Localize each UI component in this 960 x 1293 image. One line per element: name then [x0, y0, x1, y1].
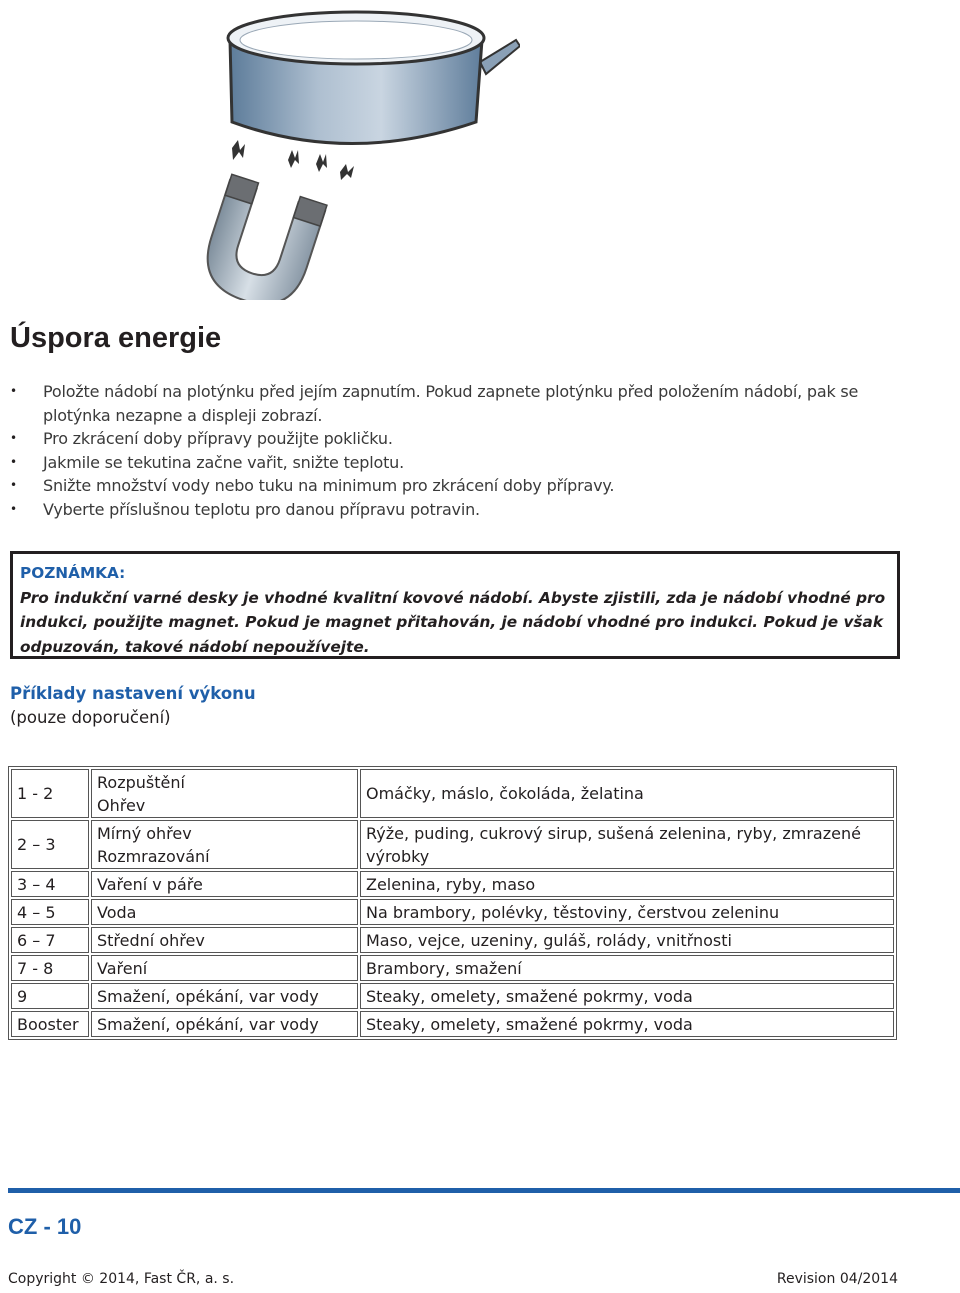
cooking-mode-cell: Vaření v páře [91, 871, 358, 897]
footer-divider [8, 1188, 960, 1193]
cooking-mode-cell: Smažení, opékání, var vody [91, 983, 358, 1009]
page-number: CZ - 10 [8, 1214, 82, 1239]
power-settings-table [8, 766, 897, 1040]
magnet-under-pot-icon [200, 0, 520, 300]
table-row [11, 983, 894, 1009]
table-row [11, 927, 894, 953]
table-row [11, 871, 894, 897]
usage-cell: Omáčky, máslo, čokoláda, želatina [360, 769, 894, 818]
revision-info [777, 1271, 898, 1287]
note-title: POZNÁMKA: [20, 564, 126, 582]
cooking-mode-cell: Vaření [91, 955, 358, 981]
list-item: • Vyberte příslušnou teplotu pro danou přípravu potravin. [10, 498, 910, 522]
usage-cell: Zelenina, ryby, maso [360, 871, 894, 897]
page-title: Úspora energie [10, 322, 222, 354]
table-row [11, 769, 894, 818]
list-item: • Pro zkrácení doby přípravy použijte pokličku. [10, 427, 910, 451]
bullet-icon: • [10, 384, 17, 398]
usage-cell: Rýže, puding, cukrový sirup, sušená zelenina, ryby, zmrazené výrobky [360, 820, 894, 869]
list-item: • Položte nádobí na plotýnku před jejím zapnutím. Pokud zapnete plotýnku před položením nádobí, pak se plotýnka nezapne a displeji zobrazí. [10, 382, 859, 425]
power-level-cell: 1 - 2 [11, 769, 89, 818]
list-item: • Jakmile se tekutina začne vařit, snižte teplotu. [10, 451, 910, 475]
section-subtitle: (pouze doporučení) [10, 708, 171, 727]
list-item: • Snižte množství vody nebo tuku na minimum pro zkrácení doby přípravy. [10, 474, 910, 498]
table-row [11, 899, 894, 925]
revision-value: 04/2014 [839, 1271, 898, 1287]
power-level-cell: 4 – 5 [11, 899, 89, 925]
bullet-icon: • [10, 431, 17, 445]
bullet-icon: • [10, 501, 17, 516]
cooking-mode-cell: Voda [91, 899, 358, 925]
power-level-cell: 9 [11, 983, 89, 1009]
usage-cell: Na brambory, polévky, těstoviny, čerstvou zeleninu [360, 899, 894, 925]
usage-cell: Brambory, smažení [360, 955, 894, 981]
table-row [11, 955, 894, 981]
note-box [10, 551, 900, 659]
power-level-cell: 2 – 3 [11, 820, 89, 869]
power-level-cell: 3 – 4 [11, 871, 89, 897]
usage-cell: Steaky, omelety, smažené pokrmy, voda [360, 1011, 894, 1037]
bullet-icon: • [10, 454, 17, 469]
energy-tips-list [10, 380, 910, 521]
cooking-mode-cell: Střední ohřev [91, 927, 358, 953]
revision-label: Revision [776, 1271, 836, 1287]
usage-cell: Steaky, omelety, smažené pokrmy, voda [360, 983, 894, 1009]
power-level-cell: Booster [11, 1011, 89, 1037]
section-title: Příklady nastavení výkonu [10, 684, 256, 703]
copyright-text: Copyright © 2014, Fast ČR, a. s. [8, 1271, 235, 1287]
table-row [11, 820, 894, 869]
power-level-cell: 7 - 8 [11, 955, 89, 981]
bullet-icon: • [10, 478, 17, 492]
table-row [11, 1011, 894, 1037]
cooking-mode-cell: Mírný ohřev Rozmrazování [91, 820, 358, 869]
cooking-mode-cell: Smažení, opékání, var vody [91, 1011, 358, 1037]
usage-cell: Maso, vejce, uzeniny, guláš, rolády, vnitřnosti [360, 927, 894, 953]
power-level-cell: 6 – 7 [11, 927, 89, 953]
note-body: Pro indukční varné desky je vhodné kvalitní kovové nádobí. Abyste zjistili, zda je nádobí vhodné pro indukci, použijte magnet. Pokud je magnet přitahován, je nádobí vhodné pro indukci. Pokud je však odpuzován, takové nádobí nepoužívejte. [20, 588, 886, 656]
cooking-mode-cell: Rozpuštění Ohřev [91, 769, 358, 818]
